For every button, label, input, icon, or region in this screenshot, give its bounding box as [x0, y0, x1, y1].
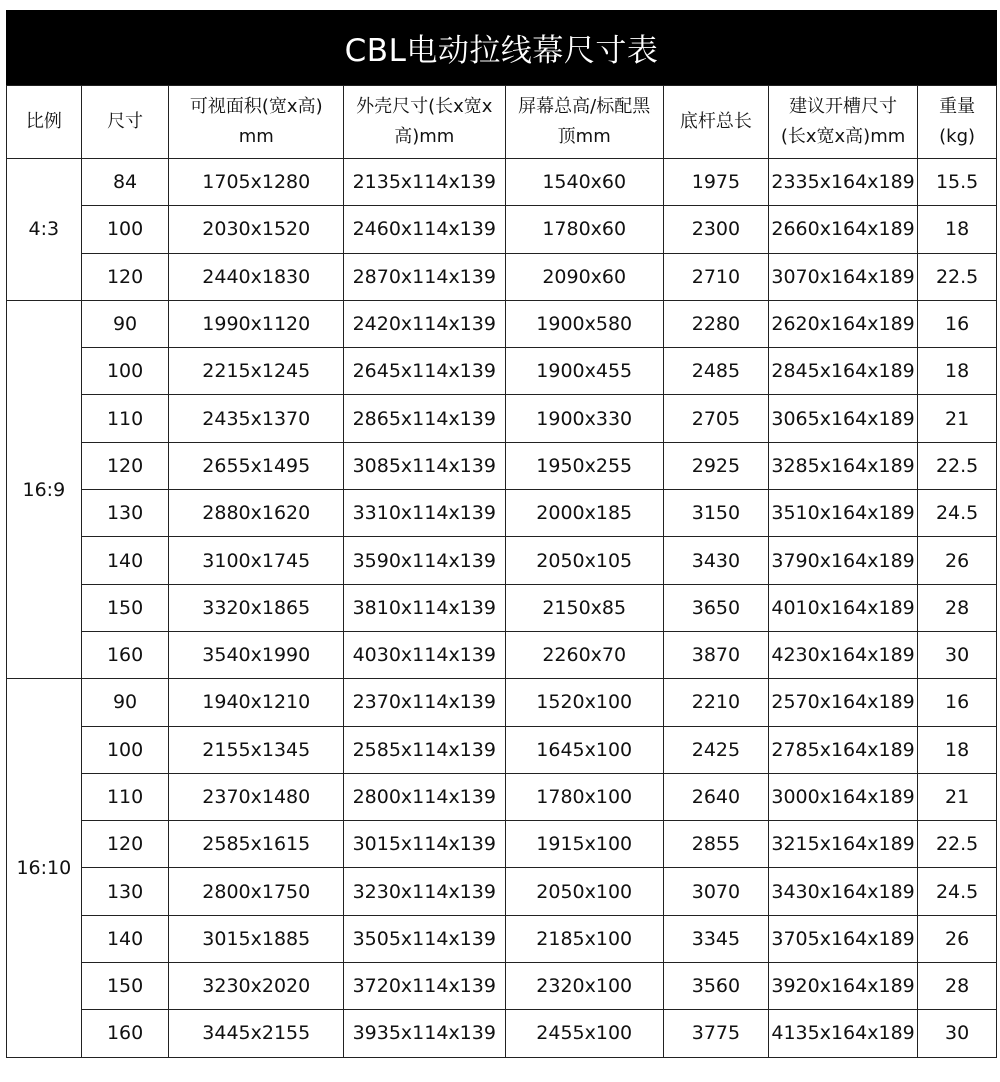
cell-slot-size: 3920x164x189: [768, 963, 917, 1010]
cell-screen-height: 2260x70: [505, 631, 663, 678]
col-header-bottom-bar: [663, 86, 768, 159]
cell-ratio: 16:9: [7, 300, 82, 678]
cell-slot-size: 3705x164x189: [768, 915, 917, 962]
cell-slot-size: 3000x164x189: [768, 773, 917, 820]
cell-slot-size: 4230x164x189: [768, 631, 917, 678]
cell-size: 150: [81, 963, 169, 1010]
table-row: [7, 868, 997, 915]
col-header-label: 可视面积(宽x高) mm: [189, 96, 323, 147]
cell-viewable-area: 2440x1830: [169, 253, 344, 300]
cell-bottom-bar: 2925: [663, 442, 768, 489]
col-header-weight: [918, 86, 997, 159]
table-row: [7, 490, 997, 537]
col-header-label: 屏幕总高/标配黑 顶mm: [518, 96, 651, 147]
cell-case-size: 3230x114x139: [344, 868, 505, 915]
cell-ratio: 4:3: [7, 159, 82, 301]
cell-slot-size: 3070x164x189: [768, 253, 917, 300]
cell-case-size: 3590x114x139: [344, 537, 505, 584]
table-row: [7, 159, 997, 206]
cell-size: 130: [81, 868, 169, 915]
cell-weight: 26: [918, 537, 997, 584]
cell-weight: 16: [918, 300, 997, 347]
cell-case-size: 2800x114x139: [344, 773, 505, 820]
header-row: [7, 86, 997, 159]
cell-weight: 26: [918, 915, 997, 962]
cell-bottom-bar: 3345: [663, 915, 768, 962]
cell-weight: 22.5: [918, 821, 997, 868]
cell-weight: 28: [918, 584, 997, 631]
table-row: [7, 915, 997, 962]
col-header-ratio: [7, 86, 82, 159]
cell-weight: 21: [918, 773, 997, 820]
cell-weight: 22.5: [918, 442, 997, 489]
col-header-label: 建议开槽尺寸 (长x宽x高)mm: [780, 96, 906, 147]
cell-case-size: 3085x114x139: [344, 442, 505, 489]
cell-case-size: 2585x114x139: [344, 726, 505, 773]
cell-bottom-bar: 3650: [663, 584, 768, 631]
col-header-label: 尺寸: [107, 111, 144, 132]
cell-case-size: 2645x114x139: [344, 348, 505, 395]
cell-case-size: 2135x114x139: [344, 159, 505, 206]
cell-screen-height: 1915x100: [505, 821, 663, 868]
cell-slot-size: 3510x164x189: [768, 490, 917, 537]
cell-size: 140: [81, 915, 169, 962]
table-row: [7, 206, 997, 253]
cell-screen-height: 2455x100: [505, 1010, 663, 1057]
cell-screen-height: 1540x60: [505, 159, 663, 206]
cell-size: 110: [81, 395, 169, 442]
table-row: [7, 348, 997, 395]
cell-slot-size: 2570x164x189: [768, 679, 917, 726]
cell-slot-size: 3790x164x189: [768, 537, 917, 584]
cell-bottom-bar: 2855: [663, 821, 768, 868]
cell-viewable-area: 1705x1280: [169, 159, 344, 206]
table-row: [7, 963, 997, 1010]
cell-viewable-area: 3230x2020: [169, 963, 344, 1010]
table-row: [7, 679, 997, 726]
table-row: [7, 584, 997, 631]
cell-screen-height: 1900x580: [505, 300, 663, 347]
cell-ratio: 16:10: [7, 679, 82, 1057]
cell-slot-size: 3430x164x189: [768, 868, 917, 915]
cell-screen-height: 2185x100: [505, 915, 663, 962]
cell-viewable-area: 2155x1345: [169, 726, 344, 773]
cell-viewable-area: 2880x1620: [169, 490, 344, 537]
cell-size: 120: [81, 821, 169, 868]
cell-slot-size: 2335x164x189: [768, 159, 917, 206]
cell-viewable-area: 2800x1750: [169, 868, 344, 915]
col-header-slot-size: [768, 86, 917, 159]
col-header-label: 底杆总长: [679, 111, 752, 132]
cell-screen-height: 1780x60: [505, 206, 663, 253]
cell-screen-height: 1900x455: [505, 348, 663, 395]
cell-bottom-bar: 3070: [663, 868, 768, 915]
cell-size: 84: [81, 159, 169, 206]
table-row: [7, 773, 997, 820]
table-row: [7, 253, 997, 300]
cell-size: 120: [81, 442, 169, 489]
cell-bottom-bar: 2425: [663, 726, 768, 773]
cell-weight: 24.5: [918, 868, 997, 915]
cell-screen-height: 1780x100: [505, 773, 663, 820]
cell-case-size: 3015x114x139: [344, 821, 505, 868]
cell-slot-size: 2785x164x189: [768, 726, 917, 773]
col-header-viewable-area: [169, 86, 344, 159]
cell-bottom-bar: 2210: [663, 679, 768, 726]
cell-viewable-area: 1990x1120: [169, 300, 344, 347]
cell-size: 100: [81, 348, 169, 395]
cell-screen-height: 2320x100: [505, 963, 663, 1010]
cell-viewable-area: 2585x1615: [169, 821, 344, 868]
cell-size: 150: [81, 584, 169, 631]
cell-slot-size: 2620x164x189: [768, 300, 917, 347]
cell-case-size: 2460x114x139: [344, 206, 505, 253]
cell-screen-height: 1900x330: [505, 395, 663, 442]
cell-slot-size: 3065x164x189: [768, 395, 917, 442]
cell-case-size: 3935x114x139: [344, 1010, 505, 1057]
cell-size: 160: [81, 631, 169, 678]
table-row: [7, 537, 997, 584]
cell-weight: 24.5: [918, 490, 997, 537]
cell-screen-height: 1645x100: [505, 726, 663, 773]
cell-case-size: 4030x114x139: [344, 631, 505, 678]
cell-screen-height: 2050x100: [505, 868, 663, 915]
cell-viewable-area: 2655x1495: [169, 442, 344, 489]
cell-case-size: 3505x114x139: [344, 915, 505, 962]
col-header-size: [81, 86, 169, 159]
cell-slot-size: 2845x164x189: [768, 348, 917, 395]
cell-size: 90: [81, 300, 169, 347]
cell-bottom-bar: 3775: [663, 1010, 768, 1057]
cell-bottom-bar: 2485: [663, 348, 768, 395]
cell-bottom-bar: 3150: [663, 490, 768, 537]
col-header-label: 外壳尺寸(长x宽x 高)mm: [356, 96, 493, 147]
cell-weight: 30: [918, 1010, 997, 1057]
spec-sheet: [6, 10, 997, 1058]
cell-size: 110: [81, 773, 169, 820]
cell-case-size: 2865x114x139: [344, 395, 505, 442]
cell-slot-size: 3285x164x189: [768, 442, 917, 489]
cell-viewable-area: 3015x1885: [169, 915, 344, 962]
cell-screen-height: 2150x85: [505, 584, 663, 631]
cell-bottom-bar: 2300: [663, 206, 768, 253]
table-row: [7, 442, 997, 489]
cell-bottom-bar: 3870: [663, 631, 768, 678]
cell-case-size: 3810x114x139: [344, 584, 505, 631]
cell-slot-size: 3215x164x189: [768, 821, 917, 868]
col-header-case-size: [344, 86, 505, 159]
cell-bottom-bar: 2705: [663, 395, 768, 442]
cell-weight: 22.5: [918, 253, 997, 300]
cell-viewable-area: 3100x1745: [169, 537, 344, 584]
table-row: [7, 821, 997, 868]
cell-viewable-area: 2215x1245: [169, 348, 344, 395]
cell-bottom-bar: 2710: [663, 253, 768, 300]
cell-viewable-area: 3540x1990: [169, 631, 344, 678]
table-row: [7, 395, 997, 442]
cell-screen-height: 2050x105: [505, 537, 663, 584]
cell-bottom-bar: 3560: [663, 963, 768, 1010]
table-title: CBL电动拉线幕尺寸表: [6, 10, 997, 85]
cell-size: 120: [81, 253, 169, 300]
cell-weight: 18: [918, 348, 997, 395]
cell-weight: 18: [918, 726, 997, 773]
cell-viewable-area: 2435x1370: [169, 395, 344, 442]
cell-viewable-area: 3320x1865: [169, 584, 344, 631]
cell-weight: 28: [918, 963, 997, 1010]
table-row: [7, 1010, 997, 1057]
cell-slot-size: 2660x164x189: [768, 206, 917, 253]
cell-bottom-bar: 3430: [663, 537, 768, 584]
cell-size: 100: [81, 206, 169, 253]
cell-viewable-area: 2030x1520: [169, 206, 344, 253]
cell-size: 140: [81, 537, 169, 584]
cell-bottom-bar: 2640: [663, 773, 768, 820]
cell-screen-height: 2000x185: [505, 490, 663, 537]
cell-viewable-area: 1940x1210: [169, 679, 344, 726]
col-header-screen-height: [505, 86, 663, 159]
cell-size: 130: [81, 490, 169, 537]
cell-viewable-area: 2370x1480: [169, 773, 344, 820]
cell-case-size: 2870x114x139: [344, 253, 505, 300]
cell-slot-size: 4010x164x189: [768, 584, 917, 631]
table-row: [7, 726, 997, 773]
cell-screen-height: 1520x100: [505, 679, 663, 726]
cell-viewable-area: 3445x2155: [169, 1010, 344, 1057]
col-header-label: 比例: [25, 111, 62, 132]
cell-case-size: 2420x114x139: [344, 300, 505, 347]
cell-screen-height: 1950x255: [505, 442, 663, 489]
size-table: [6, 85, 997, 1058]
cell-case-size: 3310x114x139: [344, 490, 505, 537]
cell-bottom-bar: 1975: [663, 159, 768, 206]
cell-size: 100: [81, 726, 169, 773]
cell-size: 160: [81, 1010, 169, 1057]
cell-weight: 15.5: [918, 159, 997, 206]
cell-slot-size: 4135x164x189: [768, 1010, 917, 1057]
cell-weight: 16: [918, 679, 997, 726]
table-row: [7, 300, 997, 347]
cell-bottom-bar: 2280: [663, 300, 768, 347]
cell-size: 90: [81, 679, 169, 726]
table-body: [7, 159, 997, 1058]
cell-screen-height: 2090x60: [505, 253, 663, 300]
table-row: [7, 631, 997, 678]
cell-case-size: 2370x114x139: [344, 679, 505, 726]
cell-weight: 18: [918, 206, 997, 253]
cell-case-size: 3720x114x139: [344, 963, 505, 1010]
col-header-label: 重量 (kg): [939, 96, 976, 147]
cell-weight: 21: [918, 395, 997, 442]
cell-weight: 30: [918, 631, 997, 678]
